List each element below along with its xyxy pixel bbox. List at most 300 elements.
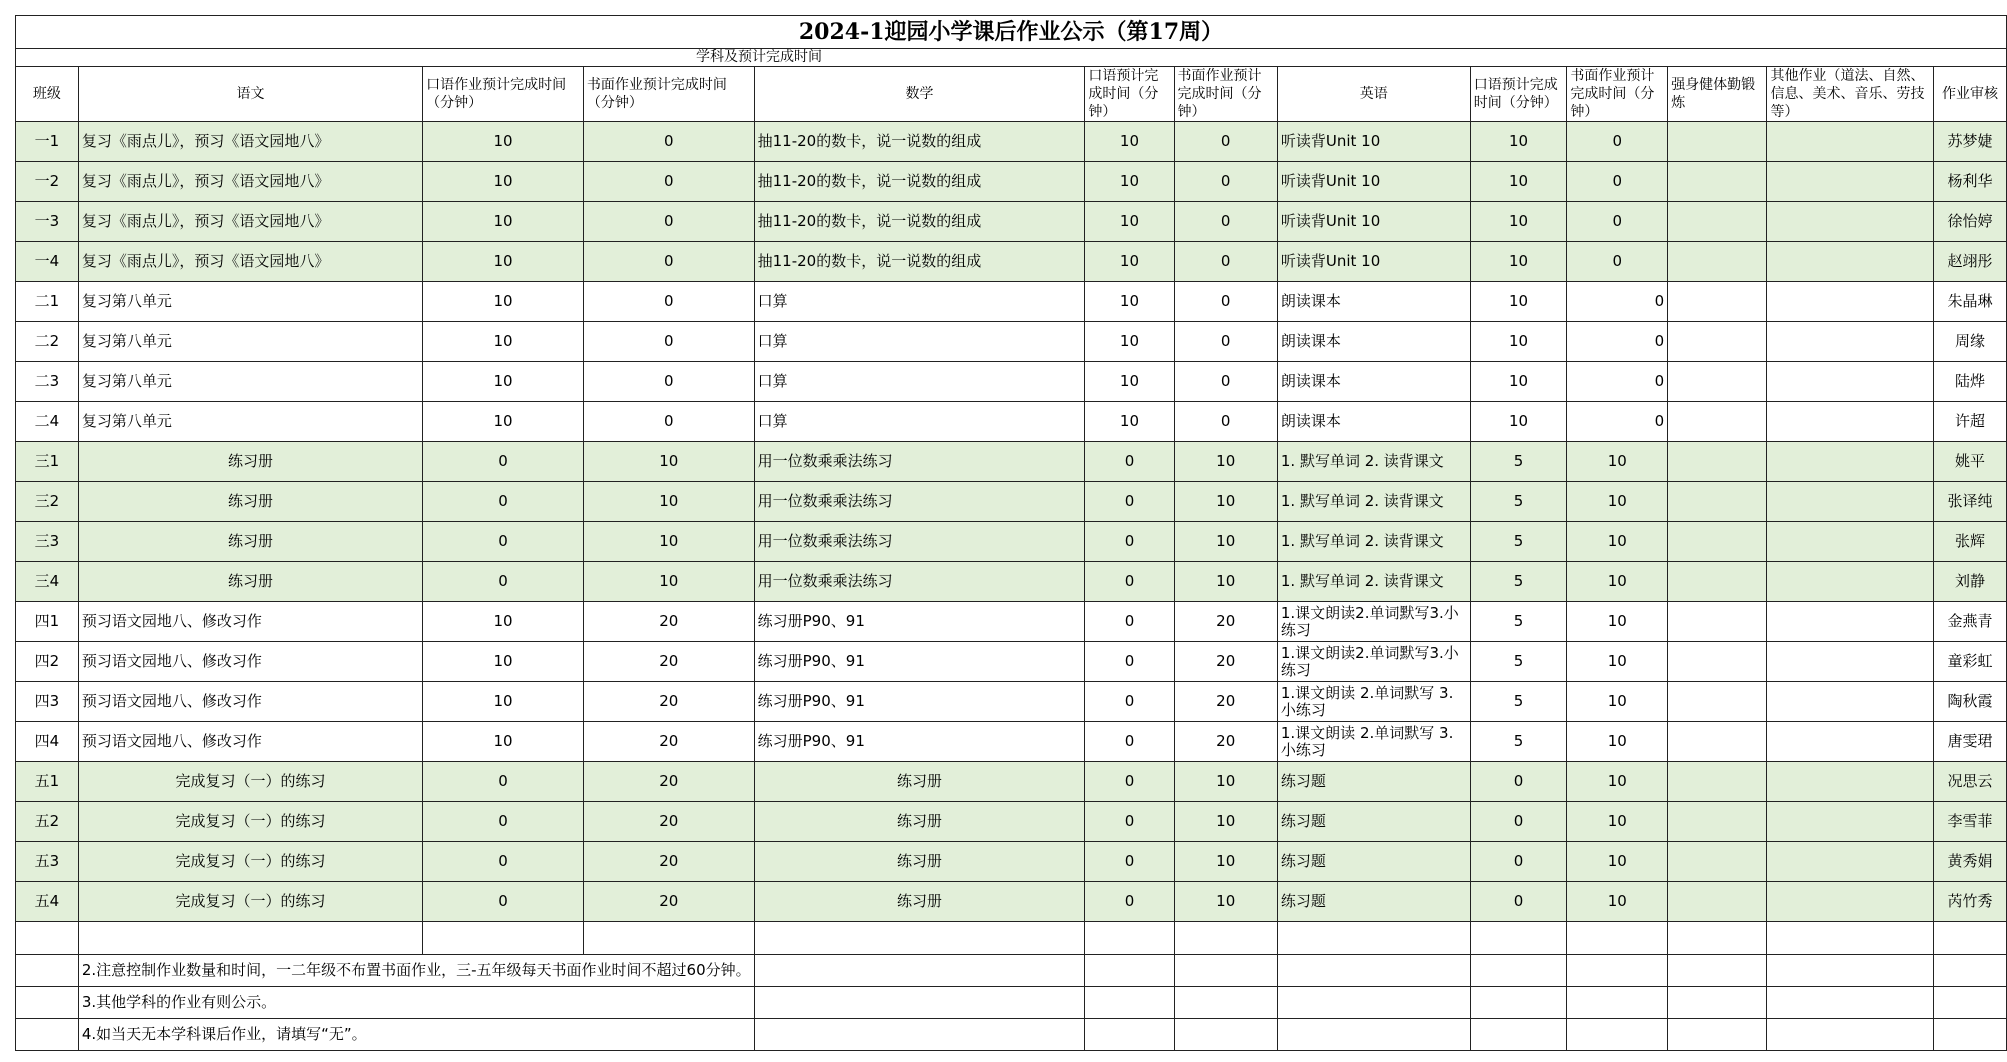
cell-en-oral[interactable]: 5 (1470, 522, 1567, 562)
cell-en-written[interactable]: 10 (1567, 802, 1668, 842)
cell-other[interactable] (1767, 282, 1934, 322)
cell-class[interactable]: 四3 (16, 682, 79, 722)
cell-other[interactable] (1767, 802, 1934, 842)
cell-cn-oral[interactable]: 10 (423, 322, 584, 362)
cell-class[interactable]: 五3 (16, 842, 79, 882)
cell-chinese[interactable]: 预习语文园地八、修改习作 (78, 682, 422, 722)
cell-class[interactable]: 四2 (16, 642, 79, 682)
cell-en-oral[interactable]: 10 (1470, 402, 1567, 442)
cell-cn-oral[interactable]: 0 (423, 522, 584, 562)
cell-cn-oral[interactable]: 10 (423, 402, 584, 442)
empty-cell[interactable] (1470, 955, 1567, 987)
cell-fitness[interactable] (1668, 402, 1767, 442)
cell-other[interactable] (1767, 642, 1934, 682)
cell-cn-oral[interactable]: 10 (423, 282, 584, 322)
cell-math[interactable]: 抽11-20的数卡，说一说数的组成 (754, 202, 1085, 242)
cell-reviewer[interactable]: 张译纯 (1934, 482, 2007, 522)
empty-cell[interactable] (1470, 922, 1567, 955)
cell-fitness[interactable] (1668, 722, 1767, 762)
cell-math-oral[interactable]: 10 (1085, 402, 1174, 442)
cell-en-oral[interactable]: 5 (1470, 722, 1567, 762)
cell-other[interactable] (1767, 202, 1934, 242)
cell-fitness[interactable] (1668, 882, 1767, 922)
empty-cell[interactable] (1174, 1019, 1277, 1051)
cell-class[interactable]: 四1 (16, 602, 79, 642)
cell-other[interactable] (1767, 562, 1934, 602)
cell-chinese[interactable]: 练习册 (78, 522, 422, 562)
cell-math-oral[interactable]: 10 (1085, 202, 1174, 242)
cell-math-written[interactable]: 10 (1174, 522, 1277, 562)
cell-reviewer[interactable]: 苏梦婕 (1934, 122, 2007, 162)
cell-chinese[interactable]: 复习第八单元 (78, 322, 422, 362)
cell-math-oral[interactable]: 0 (1085, 642, 1174, 682)
cell-fitness[interactable] (1668, 642, 1767, 682)
cell-math-oral[interactable]: 0 (1085, 802, 1174, 842)
cell-cn-written[interactable]: 0 (583, 162, 754, 202)
cell-cn-written[interactable]: 20 (583, 602, 754, 642)
empty-cell[interactable] (1668, 1019, 1767, 1051)
cell-math[interactable]: 练习册P90、91 (754, 682, 1085, 722)
cell-en-written[interactable]: 10 (1567, 642, 1668, 682)
cell-english[interactable]: 1. 默写单词 2. 读背课文 (1277, 522, 1470, 562)
empty-cell[interactable] (1085, 987, 1174, 1019)
cell-math-written[interactable]: 0 (1174, 162, 1277, 202)
cell-en-written[interactable]: 0 (1567, 362, 1668, 402)
empty-cell[interactable] (1767, 955, 1934, 987)
cell-reviewer[interactable]: 刘静 (1934, 562, 2007, 602)
cell-chinese[interactable]: 练习册 (78, 442, 422, 482)
cell-chinese[interactable]: 完成复习（一）的练习 (78, 882, 422, 922)
cell-en-oral[interactable]: 10 (1470, 122, 1567, 162)
cell-math[interactable]: 口算 (754, 402, 1085, 442)
cell-math[interactable]: 抽11-20的数卡，说一说数的组成 (754, 242, 1085, 282)
cell-chinese[interactable]: 预习语文园地八、修改习作 (78, 602, 422, 642)
cell-math-written[interactable]: 10 (1174, 842, 1277, 882)
cell-cn-written[interactable]: 0 (583, 242, 754, 282)
cell-other[interactable] (1767, 842, 1934, 882)
empty-cell[interactable] (1934, 955, 2007, 987)
cell-reviewer[interactable]: 唐雯珺 (1934, 722, 2007, 762)
cell-other[interactable] (1767, 602, 1934, 642)
empty-cell[interactable] (754, 1019, 1085, 1051)
cell-math-oral[interactable]: 10 (1085, 322, 1174, 362)
cell-cn-oral[interactable]: 10 (423, 162, 584, 202)
cell-cn-written[interactable]: 20 (583, 762, 754, 802)
cell-english[interactable]: 听读背Unit 10 (1277, 162, 1470, 202)
cell-other[interactable] (1767, 722, 1934, 762)
cell-cn-written[interactable]: 10 (583, 562, 754, 602)
empty-cell[interactable] (1277, 955, 1470, 987)
empty-cell[interactable] (1567, 987, 1668, 1019)
cell-english[interactable]: 练习题 (1277, 882, 1470, 922)
empty-cell[interactable] (1085, 922, 1174, 955)
cell-math[interactable]: 抽11-20的数卡，说一说数的组成 (754, 162, 1085, 202)
cell-cn-written[interactable]: 0 (583, 122, 754, 162)
cell-reviewer[interactable]: 杨利华 (1934, 162, 2007, 202)
cell-en-written[interactable]: 0 (1567, 282, 1668, 322)
cell-en-oral[interactable]: 0 (1470, 882, 1567, 922)
cell-math[interactable]: 练习册P90、91 (754, 642, 1085, 682)
cell-english[interactable]: 1. 默写单词 2. 读背课文 (1277, 482, 1470, 522)
cell-chinese[interactable]: 完成复习（一）的练习 (78, 842, 422, 882)
cell-english[interactable]: 1. 默写单词 2. 读背课文 (1277, 442, 1470, 482)
cell-other[interactable] (1767, 682, 1934, 722)
cell-english[interactable]: 听读背Unit 10 (1277, 122, 1470, 162)
cell-cn-written[interactable]: 20 (583, 882, 754, 922)
cell-en-oral[interactable]: 0 (1470, 802, 1567, 842)
cell-en-oral[interactable]: 10 (1470, 242, 1567, 282)
empty-cell[interactable] (1767, 922, 1934, 955)
cell-reviewer[interactable]: 芮竹秀 (1934, 882, 2007, 922)
cell-en-oral[interactable]: 5 (1470, 562, 1567, 602)
cell-math[interactable]: 练习册P90、91 (754, 722, 1085, 762)
cell-math-written[interactable]: 0 (1174, 402, 1277, 442)
cell-math[interactable]: 口算 (754, 362, 1085, 402)
cell-math-written[interactable]: 10 (1174, 442, 1277, 482)
cell-en-oral[interactable]: 5 (1470, 602, 1567, 642)
cell-cn-written[interactable]: 10 (583, 442, 754, 482)
cell-english[interactable]: 练习题 (1277, 802, 1470, 842)
cell-reviewer[interactable]: 周缘 (1934, 322, 2007, 362)
empty-cell[interactable] (1470, 987, 1567, 1019)
cell-math-oral[interactable]: 10 (1085, 242, 1174, 282)
cell-math-written[interactable]: 10 (1174, 762, 1277, 802)
cell-en-written[interactable]: 10 (1567, 602, 1668, 642)
cell-fitness[interactable] (1668, 802, 1767, 842)
empty-cell[interactable] (1085, 1019, 1174, 1051)
cell-cn-oral[interactable]: 10 (423, 642, 584, 682)
cell-en-written[interactable]: 10 (1567, 682, 1668, 722)
empty-cell[interactable] (1668, 922, 1767, 955)
cell-chinese[interactable]: 复习《雨点儿》，预习《语文园地八》 (78, 122, 422, 162)
empty-cell[interactable] (1934, 922, 2007, 955)
cell-class[interactable]: 三1 (16, 442, 79, 482)
cell-math-written[interactable]: 0 (1174, 282, 1277, 322)
cell-math-written[interactable]: 10 (1174, 562, 1277, 602)
cell-fitness[interactable] (1668, 202, 1767, 242)
cell-en-written[interactable]: 10 (1567, 442, 1668, 482)
empty-cell[interactable] (754, 922, 1085, 955)
cell-math-oral[interactable]: 0 (1085, 722, 1174, 762)
cell-other[interactable] (1767, 482, 1934, 522)
cell-chinese[interactable]: 复习第八单元 (78, 362, 422, 402)
cell-math-oral[interactable]: 0 (1085, 562, 1174, 602)
cell-chinese[interactable]: 预习语文园地八、修改习作 (78, 722, 422, 762)
cell-chinese[interactable]: 复习《雨点儿》，预习《语文园地八》 (78, 242, 422, 282)
cell-english[interactable]: 听读背Unit 10 (1277, 242, 1470, 282)
empty-cell[interactable] (1174, 955, 1277, 987)
cell-chinese[interactable]: 复习《雨点儿》，预习《语文园地八》 (78, 162, 422, 202)
cell-en-written[interactable]: 0 (1567, 242, 1668, 282)
cell-math-oral[interactable]: 10 (1085, 282, 1174, 322)
empty-cell[interactable] (1668, 987, 1767, 1019)
empty-cell[interactable] (1934, 1019, 2007, 1051)
cell-math-written[interactable]: 10 (1174, 882, 1277, 922)
cell-math[interactable]: 用一位数乘乘法练习 (754, 522, 1085, 562)
cell-other[interactable] (1767, 402, 1934, 442)
cell-english[interactable]: 朗读课本 (1277, 282, 1470, 322)
empty-cell[interactable] (16, 922, 79, 955)
cell-other[interactable] (1767, 362, 1934, 402)
empty-cell[interactable] (754, 955, 1085, 987)
cell-english[interactable]: 1.课文朗读 2.单词默写 3.小练习 (1277, 722, 1470, 762)
cell-math[interactable]: 用一位数乘乘法练习 (754, 442, 1085, 482)
cell-reviewer[interactable]: 陆烨 (1934, 362, 2007, 402)
cell-fitness[interactable] (1668, 562, 1767, 602)
cell-en-written[interactable]: 10 (1567, 522, 1668, 562)
cell-fitness[interactable] (1668, 682, 1767, 722)
cell-reviewer[interactable]: 金燕青 (1934, 602, 2007, 642)
cell-math[interactable]: 练习册 (754, 882, 1085, 922)
empty-cell[interactable] (1470, 1019, 1567, 1051)
cell-cn-written[interactable]: 10 (583, 482, 754, 522)
cell-class[interactable]: 一4 (16, 242, 79, 282)
cell-en-written[interactable]: 0 (1567, 202, 1668, 242)
cell-en-oral[interactable]: 10 (1470, 322, 1567, 362)
cell-math-written[interactable]: 20 (1174, 722, 1277, 762)
empty-cell[interactable] (1277, 922, 1470, 955)
cell-class[interactable]: 二1 (16, 282, 79, 322)
empty-cell[interactable] (1567, 1019, 1668, 1051)
cell-math-oral[interactable]: 0 (1085, 762, 1174, 802)
cell-chinese[interactable]: 完成复习（一）的练习 (78, 762, 422, 802)
cell-cn-oral[interactable]: 10 (423, 722, 584, 762)
cell-other[interactable] (1767, 122, 1934, 162)
cell-chinese[interactable]: 复习《雨点儿》，预习《语文园地八》 (78, 202, 422, 242)
cell-en-written[interactable]: 0 (1567, 122, 1668, 162)
empty-cell[interactable] (1277, 1019, 1470, 1051)
cell-fitness[interactable] (1668, 522, 1767, 562)
cell-fitness[interactable] (1668, 602, 1767, 642)
cell-cn-oral[interactable]: 0 (423, 882, 584, 922)
cell-class[interactable]: 二4 (16, 402, 79, 442)
cell-en-written[interactable]: 0 (1567, 322, 1668, 362)
cell-english[interactable]: 听读背Unit 10 (1277, 202, 1470, 242)
cell-cn-oral[interactable]: 10 (423, 242, 584, 282)
cell-english[interactable]: 1.课文朗读2.单词默写3.小练习 (1277, 602, 1470, 642)
cell-chinese[interactable]: 完成复习（一）的练习 (78, 802, 422, 842)
cell-class[interactable]: 三3 (16, 522, 79, 562)
cell-cn-oral[interactable]: 0 (423, 562, 584, 602)
cell-math-oral[interactable]: 0 (1085, 842, 1174, 882)
cell-class[interactable]: 一1 (16, 122, 79, 162)
empty-cell[interactable] (1668, 955, 1767, 987)
cell-math[interactable]: 口算 (754, 282, 1085, 322)
cell-cn-written[interactable]: 0 (583, 202, 754, 242)
cell-cn-written[interactable]: 20 (583, 842, 754, 882)
cell-reviewer[interactable]: 许超 (1934, 402, 2007, 442)
cell-cn-written[interactable]: 20 (583, 722, 754, 762)
cell-math[interactable]: 用一位数乘乘法练习 (754, 562, 1085, 602)
cell-math-written[interactable]: 0 (1174, 202, 1277, 242)
empty-cell[interactable] (78, 922, 422, 955)
cell-reviewer[interactable]: 赵翊彤 (1934, 242, 2007, 282)
cell-math[interactable]: 练习册 (754, 842, 1085, 882)
cell-class[interactable]: 五2 (16, 802, 79, 842)
cell-cn-oral[interactable]: 0 (423, 762, 584, 802)
cell-cn-oral[interactable]: 0 (423, 802, 584, 842)
cell-math-written[interactable]: 0 (1174, 322, 1277, 362)
cell-english[interactable]: 朗读课本 (1277, 402, 1470, 442)
empty-cell[interactable] (1767, 987, 1934, 1019)
cell-class[interactable]: 一2 (16, 162, 79, 202)
empty-cell[interactable] (754, 987, 1085, 1019)
cell-other[interactable] (1767, 322, 1934, 362)
cell-en-written[interactable]: 10 (1567, 882, 1668, 922)
cell-cn-written[interactable]: 0 (583, 282, 754, 322)
cell-en-written[interactable]: 10 (1567, 762, 1668, 802)
cell-math-written[interactable]: 10 (1174, 802, 1277, 842)
cell-class[interactable]: 五1 (16, 762, 79, 802)
empty-cell[interactable] (423, 922, 584, 955)
cell-math-oral[interactable]: 0 (1085, 602, 1174, 642)
empty-cell[interactable] (1174, 922, 1277, 955)
cell-en-written[interactable]: 10 (1567, 722, 1668, 762)
cell-reviewer[interactable]: 朱晶琳 (1934, 282, 2007, 322)
cell-en-written[interactable]: 10 (1567, 482, 1668, 522)
cell-english[interactable]: 练习题 (1277, 842, 1470, 882)
cell-math[interactable]: 练习册P90、91 (754, 602, 1085, 642)
empty-cell[interactable] (1174, 987, 1277, 1019)
cell-class[interactable]: 四4 (16, 722, 79, 762)
cell-math[interactable]: 练习册 (754, 802, 1085, 842)
cell-en-oral[interactable]: 5 (1470, 442, 1567, 482)
cell-math-oral[interactable]: 10 (1085, 362, 1174, 402)
cell-reviewer[interactable]: 姚平 (1934, 442, 2007, 482)
cell-cn-written[interactable]: 20 (583, 682, 754, 722)
cell-chinese[interactable]: 预习语文园地八、修改习作 (78, 642, 422, 682)
cell-cn-oral[interactable]: 0 (423, 442, 584, 482)
cell-english[interactable]: 1.课文朗读 2.单词默写 3.小练习 (1277, 682, 1470, 722)
cell-chinese[interactable]: 复习第八单元 (78, 402, 422, 442)
cell-math[interactable]: 用一位数乘乘法练习 (754, 482, 1085, 522)
cell-en-oral[interactable]: 5 (1470, 482, 1567, 522)
cell-math-written[interactable]: 20 (1174, 602, 1277, 642)
cell-fitness[interactable] (1668, 842, 1767, 882)
cell-en-oral[interactable]: 10 (1470, 202, 1567, 242)
cell-reviewer[interactable]: 李雪菲 (1934, 802, 2007, 842)
cell-cn-oral[interactable]: 10 (423, 122, 584, 162)
cell-en-written[interactable]: 0 (1567, 162, 1668, 202)
cell-fitness[interactable] (1668, 362, 1767, 402)
cell-math[interactable]: 抽11-20的数卡，说一说数的组成 (754, 122, 1085, 162)
cell-class[interactable]: 五4 (16, 882, 79, 922)
empty-cell[interactable] (1085, 955, 1174, 987)
cell-fitness[interactable] (1668, 762, 1767, 802)
cell-reviewer[interactable]: 黄秀娟 (1934, 842, 2007, 882)
cell-cn-oral[interactable]: 10 (423, 202, 584, 242)
cell-other[interactable] (1767, 522, 1934, 562)
cell-english[interactable]: 1.课文朗读2.单词默写3.小练习 (1277, 642, 1470, 682)
cell-en-oral[interactable]: 5 (1470, 682, 1567, 722)
cell-fitness[interactable] (1668, 242, 1767, 282)
cell-english[interactable]: 练习题 (1277, 762, 1470, 802)
cell-en-oral[interactable]: 0 (1470, 762, 1567, 802)
cell-class[interactable]: 二3 (16, 362, 79, 402)
cell-math-written[interactable]: 10 (1174, 482, 1277, 522)
cell-cn-oral[interactable]: 0 (423, 482, 584, 522)
cell-math-oral[interactable]: 0 (1085, 442, 1174, 482)
cell-cn-written[interactable]: 20 (583, 642, 754, 682)
cell-cn-oral[interactable]: 10 (423, 602, 584, 642)
cell-cn-oral[interactable]: 0 (423, 842, 584, 882)
cell-en-oral[interactable]: 0 (1470, 842, 1567, 882)
empty-cell[interactable] (1277, 987, 1470, 1019)
cell-other[interactable] (1767, 242, 1934, 282)
cell-math-written[interactable]: 0 (1174, 242, 1277, 282)
cell-reviewer[interactable]: 况思云 (1934, 762, 2007, 802)
empty-cell[interactable] (1567, 922, 1668, 955)
cell-math-written[interactable]: 20 (1174, 642, 1277, 682)
empty-cell[interactable] (1567, 955, 1668, 987)
cell-math-oral[interactable]: 0 (1085, 482, 1174, 522)
empty-cell[interactable] (1934, 987, 2007, 1019)
cell-en-oral[interactable]: 10 (1470, 162, 1567, 202)
cell-other[interactable] (1767, 762, 1934, 802)
cell-chinese[interactable]: 复习第八单元 (78, 282, 422, 322)
cell-other[interactable] (1767, 882, 1934, 922)
cell-en-oral[interactable]: 10 (1470, 362, 1567, 402)
cell-fitness[interactable] (1668, 322, 1767, 362)
cell-math-written[interactable]: 20 (1174, 682, 1277, 722)
cell-cn-written[interactable]: 10 (583, 522, 754, 562)
cell-en-written[interactable]: 10 (1567, 562, 1668, 602)
cell-math[interactable]: 口算 (754, 322, 1085, 362)
cell-math-written[interactable]: 0 (1174, 362, 1277, 402)
cell-en-oral[interactable]: 10 (1470, 282, 1567, 322)
cell-fitness[interactable] (1668, 442, 1767, 482)
cell-other[interactable] (1767, 442, 1934, 482)
cell-math-oral[interactable]: 0 (1085, 522, 1174, 562)
cell-en-oral[interactable]: 5 (1470, 642, 1567, 682)
cell-cn-oral[interactable]: 10 (423, 362, 584, 402)
cell-reviewer[interactable]: 张辉 (1934, 522, 2007, 562)
cell-class[interactable]: 三2 (16, 482, 79, 522)
cell-chinese[interactable]: 练习册 (78, 482, 422, 522)
cell-class[interactable]: 一3 (16, 202, 79, 242)
cell-english[interactable]: 1. 默写单词 2. 读背课文 (1277, 562, 1470, 602)
cell-math-oral[interactable]: 10 (1085, 162, 1174, 202)
cell-fitness[interactable] (1668, 282, 1767, 322)
empty-cell[interactable] (1767, 1019, 1934, 1051)
cell-math[interactable]: 练习册 (754, 762, 1085, 802)
cell-fitness[interactable] (1668, 122, 1767, 162)
cell-chinese[interactable]: 练习册 (78, 562, 422, 602)
cell-math-oral[interactable]: 0 (1085, 682, 1174, 722)
cell-en-written[interactable]: 0 (1567, 402, 1668, 442)
cell-cn-written[interactable]: 0 (583, 362, 754, 402)
cell-english[interactable]: 朗读课本 (1277, 322, 1470, 362)
cell-reviewer[interactable]: 童彩虹 (1934, 642, 2007, 682)
cell-class[interactable]: 三4 (16, 562, 79, 602)
cell-reviewer[interactable]: 陶秋霞 (1934, 682, 2007, 722)
cell-cn-written[interactable]: 20 (583, 802, 754, 842)
cell-other[interactable] (1767, 162, 1934, 202)
cell-math-written[interactable]: 0 (1174, 122, 1277, 162)
cell-en-written[interactable]: 10 (1567, 842, 1668, 882)
cell-cn-written[interactable]: 0 (583, 322, 754, 362)
empty-cell[interactable] (583, 922, 754, 955)
cell-class[interactable]: 二2 (16, 322, 79, 362)
cell-english[interactable]: 朗读课本 (1277, 362, 1470, 402)
cell-math-oral[interactable]: 10 (1085, 122, 1174, 162)
cell-reviewer[interactable]: 徐怡婷 (1934, 202, 2007, 242)
cell-fitness[interactable] (1668, 482, 1767, 522)
cell-cn-oral[interactable]: 10 (423, 682, 584, 722)
cell-math-oral[interactable]: 0 (1085, 882, 1174, 922)
cell-fitness[interactable] (1668, 162, 1767, 202)
cell-cn-written[interactable]: 0 (583, 402, 754, 442)
